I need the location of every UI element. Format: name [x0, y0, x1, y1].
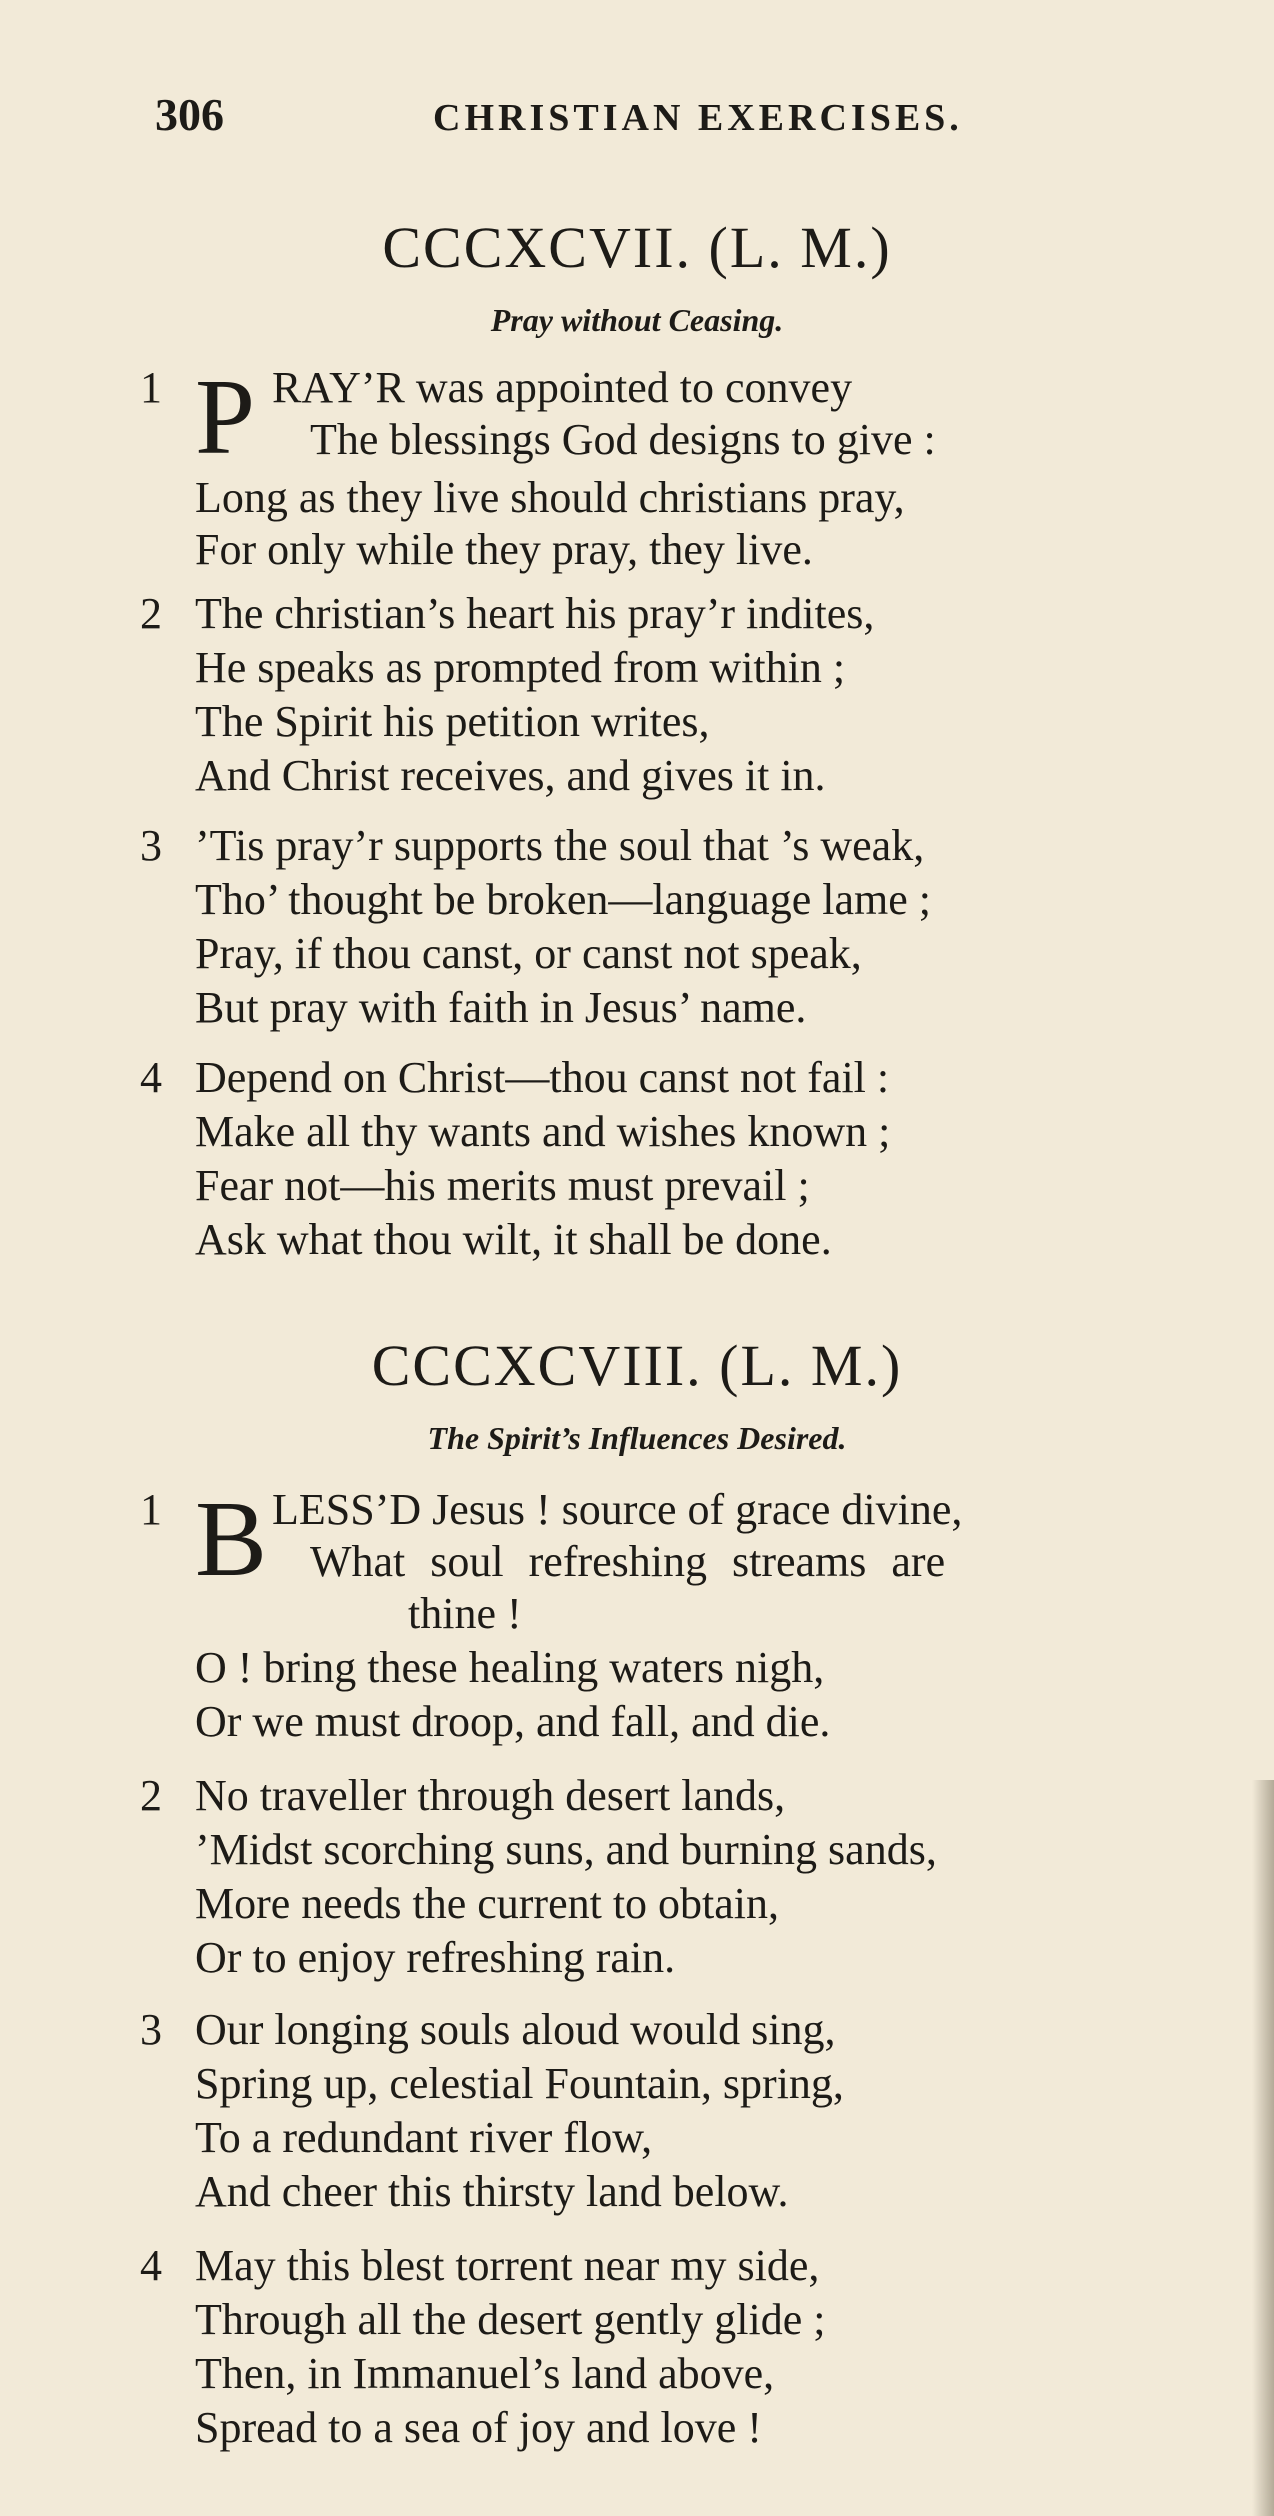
stanza-line: And cheer this thirsty land below. [195, 2167, 789, 2216]
stanza-line: Ask what thou wilt, it shall be done. [195, 1215, 832, 1264]
stanza-line: ’Tis pray’r supports the soul that ’s weak, [195, 821, 925, 870]
stanza-line: May this blest torrent near my side, [195, 2241, 820, 2290]
stanza-line: Our longing souls aloud would sing, [195, 2005, 836, 2054]
stanza-line: RAY’R was appointed to convey [272, 363, 853, 412]
stanza [140, 820, 1260, 1040]
stanza-line: The christian’s heart his pray’r indites, [195, 589, 875, 638]
stanza [140, 2004, 1260, 2224]
stanza-line: But pray with faith in Jesus’ name. [195, 983, 807, 1032]
hymn-subtitle: Pray without Ceasing. [490, 302, 784, 338]
stanza-line: He speaks as prompted from within ; [195, 643, 846, 692]
stanza-number: 2 [140, 1771, 162, 1820]
stanza-number: 2 [140, 589, 162, 638]
page-header: CHRISTIAN EXERCISES. [433, 97, 963, 139]
stanza-line: LESS’D Jesus ! source of grace divine, [272, 1485, 963, 1534]
stanza [140, 1770, 1260, 1990]
stanza-line: Pray, if thou canst, or canst not speak, [195, 929, 862, 978]
stanza-line: The blessings God designs to give : [310, 415, 936, 464]
stanza-line: Depend on Christ—thou canst not fail : [195, 1053, 890, 1102]
drop-cap: P [195, 358, 256, 477]
stanza-number: 1 [140, 1485, 162, 1534]
stanza-line: Long as they live should christians pray, [195, 473, 905, 522]
stanza [140, 1052, 1260, 1272]
stanza-line: More needs the current to obtain, [195, 1879, 780, 1928]
page-number: 306 [155, 89, 224, 140]
stanza-line: What soul refreshing streams are [310, 1537, 946, 1586]
hymn-title: CCCXCVII. (L. M.) [382, 215, 892, 280]
stanza-line: Fear not—his merits must prevail ; [195, 1161, 810, 1210]
stanza [140, 2240, 1260, 2460]
stanza [140, 358, 1260, 582]
stanza [140, 1480, 1260, 1764]
stanza-line: Through all the desert gently glide ; [195, 2295, 826, 2344]
hymn-title: CCCXCVIII. (L. M.) [371, 1333, 903, 1398]
stanza-number: 3 [140, 2005, 162, 2054]
stanza-line: To a redundant river flow, [195, 2113, 653, 2162]
stanza-line: For only while they pray, they live. [195, 525, 813, 574]
hymn-subtitle: The Spirit’s Influences Desired. [427, 1420, 847, 1456]
stanza-number: 4 [140, 2241, 162, 2290]
stanza-number: 3 [140, 821, 162, 870]
stanza-line: Or to enjoy refreshing rain. [195, 1933, 676, 1982]
stanza-line: Or we must droop, and fall, and die. [195, 1697, 831, 1746]
page-edge-shadow [1252, 1780, 1274, 2516]
drop-cap: B [195, 1480, 268, 1599]
stanza-line: Make all thy wants and wishes known ; [195, 1107, 891, 1156]
stanza-line: Tho’ thought be broken—language lame ; [195, 875, 931, 924]
stanza [140, 588, 1260, 808]
stanza-line: ’Midst scorching suns, and burning sands, [195, 1825, 937, 1874]
stanza-line: O ! bring these healing waters nigh, [195, 1643, 825, 1692]
stanza-line: Then, in Immanuel’s land above, [195, 2349, 775, 2398]
stanza-line: No traveller through desert lands, [195, 1771, 786, 1820]
stanza-line: Spring up, celestial Fountain, spring, [195, 2059, 844, 2108]
stanza-number: 1 [140, 363, 162, 412]
stanza-line: And Christ receives, and gives it in. [195, 751, 826, 800]
stanza-line: thine ! [408, 1589, 522, 1638]
stanza-line: Spread to a sea of joy and love ! [195, 2403, 762, 2452]
stanza-line: The Spirit his petition writes, [195, 697, 710, 746]
running-head [155, 88, 1055, 148]
stanza-number: 4 [140, 1053, 162, 1102]
